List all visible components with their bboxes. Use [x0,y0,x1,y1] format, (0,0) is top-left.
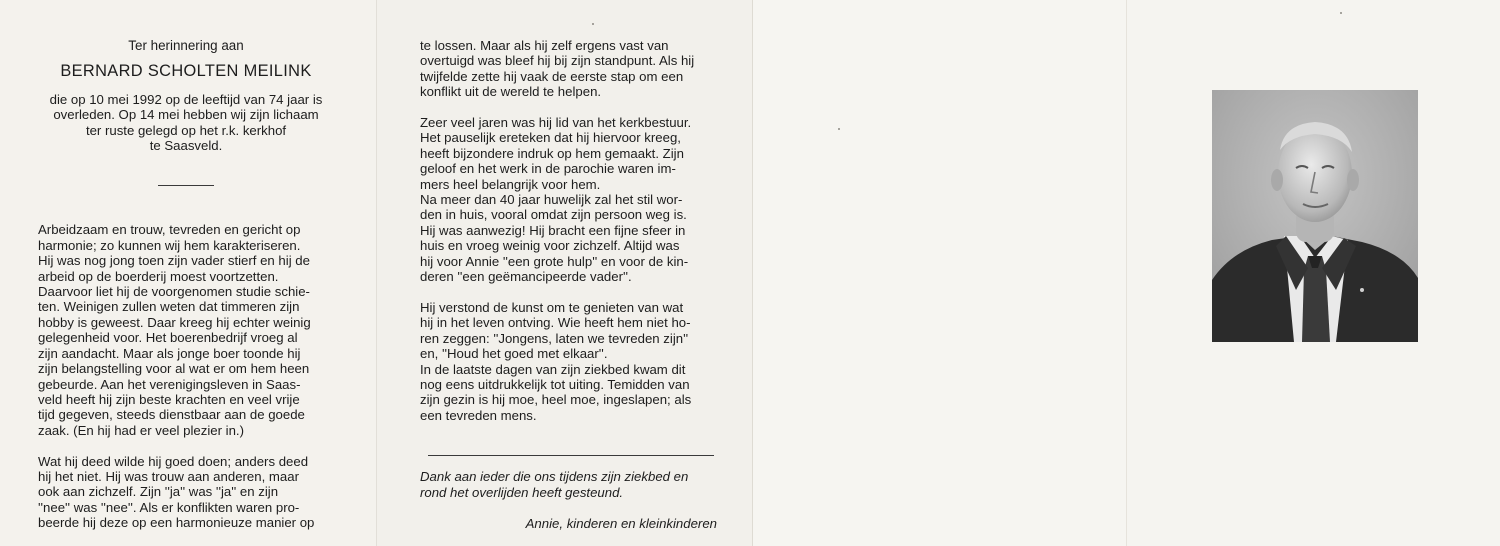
text-line: zijn gezin is hij moe, heel moe, ingeslapen; als [420,392,692,408]
thanks-note [420,469,717,500]
text-line: den in huis, vooral omdat zijn persoon weg is. [420,207,687,223]
text-line: zijn aandacht. Maar als jonge boer toonde hij [38,345,301,361]
notice-line: overleden. Op 14 mei hebben wij zijn lichaam [53,107,319,123]
portrait-photo [1212,90,1418,342]
text-line: heeft bijzondere indruk op hem gemaakt. Zijn [420,145,684,161]
left-text-column [38,38,334,531]
text-line: te lossen. Maar als hij zelf ergens vast van [420,38,669,53]
text-line: Zeer veel jaren was hij lid van het kerkbestuur. [420,115,692,131]
signature: Annie, kinderen en kleinkinderen [525,515,717,531]
text-line: Na meer dan 40 jaar huwelijk zal het stil wor- [420,192,683,208]
text-line: en, ''Houd het goed met elkaar''. [420,346,608,362]
fold-line [752,0,753,546]
text-line: hij in het leven ontving. Wie heeft hem niet ho- [420,315,691,331]
text-line: konflikt uit de wereld te helpen. [420,84,602,100]
text-line: zijn belangstelling voor al wat er om hem heen [38,361,310,377]
text-line: nog eens uitdrukkelijk tot uiting. Temidden van [420,376,690,392]
text-line: een tevreden mens. [420,407,537,423]
text-line: beerde hij deze op een harmonieuze manier op [38,515,315,531]
fold-line [376,0,377,546]
text-line: Hij verstond de kunst om te genieten van wat [420,299,684,315]
panel-blank [752,0,1126,546]
paragraph [38,222,334,438]
text-line: mers heel belangrijk voor hem. [420,176,601,192]
paragraph [38,454,334,531]
deceased-name: BERNARD SCHOLTEN MEILINK [60,62,312,81]
paragraph [420,300,717,423]
notice-line: die op 10 mei 1992 op de leeftijd van 74 jaar is [49,91,323,107]
right-text-column [420,38,717,531]
text-line: ook aan zichzelf. Zijn ''ja'' was ''ja'' en zijn [38,484,279,500]
biography-right [420,38,717,423]
text-line: deren ''een geëmancipeerde vader''. [420,269,632,285]
text-line: huis en vroeg weinig voor zichzelf. Altijd was [420,238,680,254]
text-line: ren zeggen: ''Jongens, laten we tevreden zijn'' [420,330,689,346]
death-notice [38,92,334,154]
text-line: arbeid op de boerderij moest voortzetten. [38,268,279,284]
paragraph [420,38,717,100]
text-line: Wat hij deed wilde hij goed doen; anders deed [38,453,309,469]
text-line: twijfelde zette hij vaak de eerste stap om een [420,68,684,84]
divider [158,185,214,186]
portrait-illustration [1212,90,1418,342]
text-line: Hij was aanwezig! Hij bracht een fijne sfeer in [420,222,686,238]
text-line: zaak. (En hij had er veel plezier in.) [38,422,244,438]
thanks-line: Dank aan ieder die ons tijdens zijn ziekbed en [420,469,689,485]
divider [428,455,714,456]
intro-heading: Ter herinnering aan [128,38,244,53]
text-line: ''nee'' was ''nee''. Als er konflikten waren pro- [38,499,300,515]
notice-line: ter ruste gelegd op het r.k. kerkhof [85,122,287,138]
text-line: gelegenheid voor. Het boerenbedrijf vroeg al [38,330,298,346]
text-line: tijd gegeven, steeds dienstbaar aan de goede [38,407,305,423]
paper-speck [1340,12,1342,14]
thanks-line: rond het overlijden heeft gesteund. [420,484,624,500]
paragraph [420,115,717,284]
text-line: geloof en het werk in de parochie waren im- [420,161,676,177]
paper-speck [838,128,840,130]
text-line: gebeurde. Aan het verenigingsleven in Saas- [38,376,301,392]
text-line: Hij was nog jong toen zijn vader stierf en hij de [38,253,310,269]
text-line: Daarvoor liet hij de voorgenomen studie schie- [38,284,310,300]
text-line: Arbeidzaam en trouw, tevreden en gericht op [38,222,301,238]
text-line: Het pauselijk ereteken dat hij hiervoor kreeg, [420,130,681,146]
text-line: hij het niet. Hij was trouw aan anderen, maar [38,468,299,484]
text-line: overtuigd was bleef hij bij zijn standpunt. Als hij [420,53,695,69]
paper-speck [592,23,594,25]
notice-line: te Saasveld. [149,138,223,154]
text-line: hij voor Annie ''een grote hulp'' en voor de kin- [420,253,689,269]
text-line: hobby is geweest. Daar kreeg hij echter weinig [38,314,311,330]
text-line: veld heeft hij zijn beste krachten en veel vrije [38,391,300,407]
text-line: In de laatste dagen van zijn ziekbed kwam dit [420,361,686,377]
biography-left [38,222,334,530]
text-line: harmonie; zo kunnen wij hem karakteriseren. [38,237,301,253]
fold-line [1126,0,1127,546]
text-line: ten. Weinigen zullen weten dat timmeren zijn [38,299,300,315]
